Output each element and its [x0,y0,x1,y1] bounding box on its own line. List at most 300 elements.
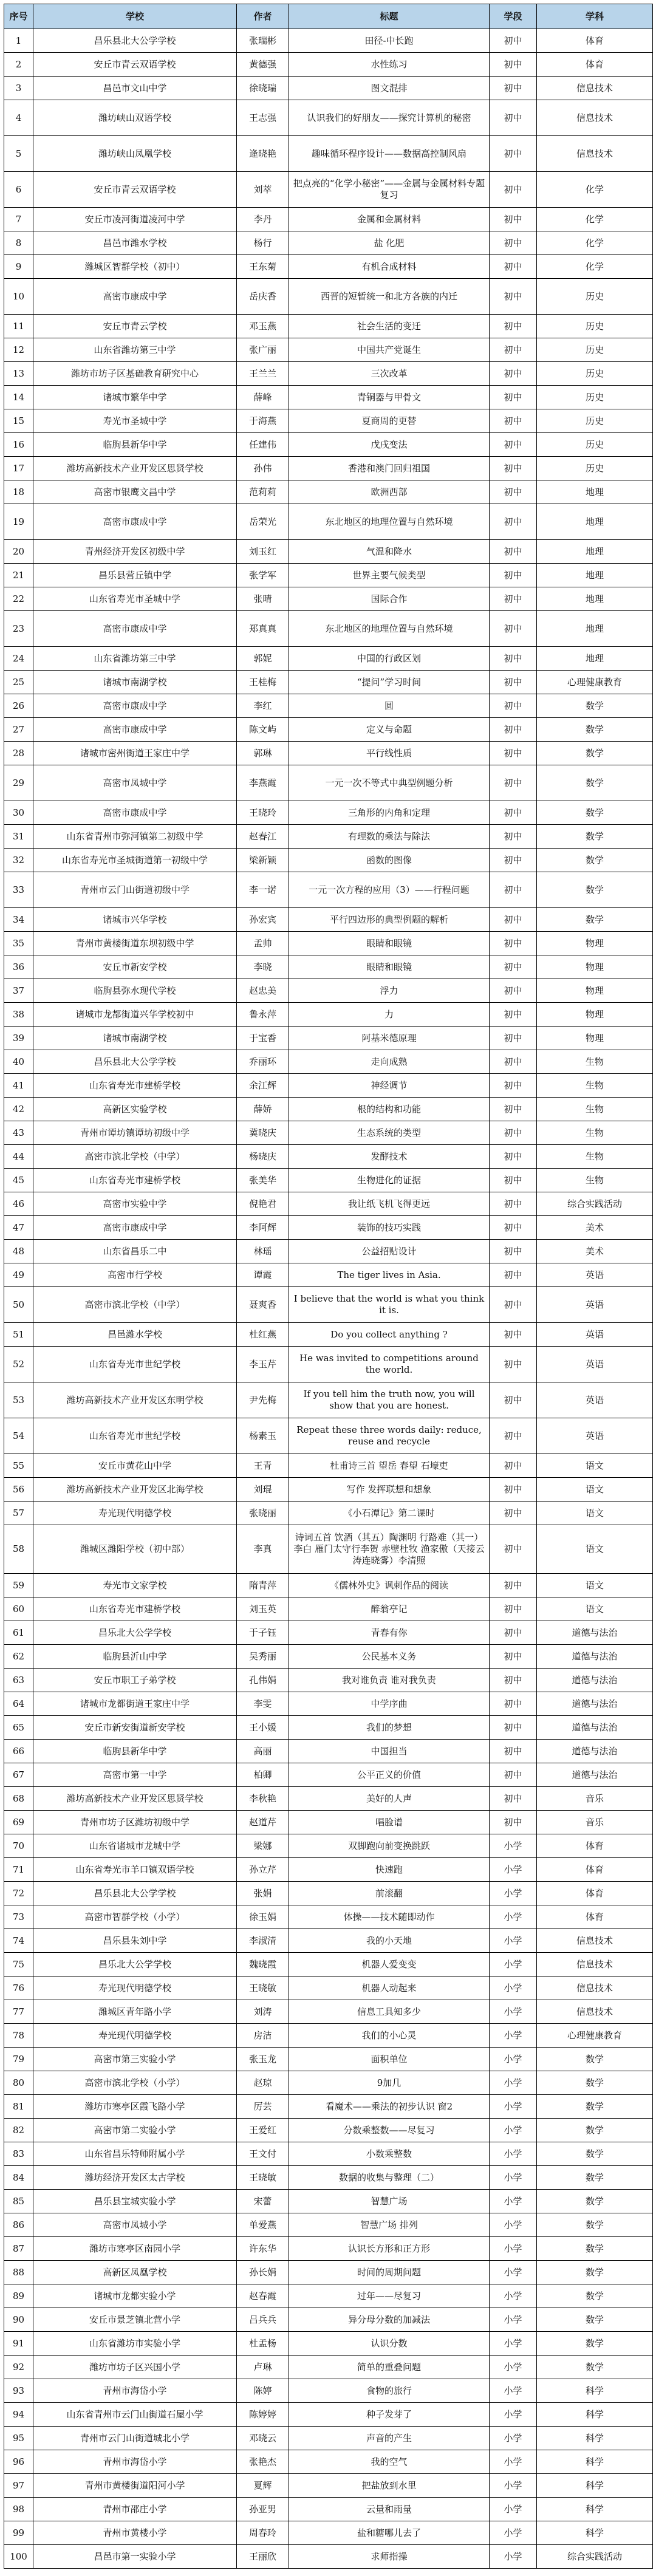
author-cell: 张广丽 [237,338,289,362]
row-number: 91 [4,2332,33,2356]
stage-cell: 初中 [490,231,537,255]
stage-cell: 初中 [490,742,537,765]
stage-cell: 初中 [490,1287,537,1323]
school-cell: 寿光现代明德学校 [33,1976,237,2000]
title-cell: 中学序曲 [289,1692,490,1716]
stage-cell: 小学 [490,2498,537,2521]
stage-cell: 小学 [490,2071,537,2095]
author-cell: 卢琳 [237,2356,289,2379]
title-cell: 求师指操 [289,2545,490,2569]
title-cell: 田径-中长跑 [289,29,490,53]
title-cell: 西晋的短暂统一和北方各族的内迁 [289,279,490,315]
title-cell: 过年——尽复习 [289,2284,490,2308]
table-row [4,1692,653,1716]
subject-cell: 信息技术 [537,136,653,172]
stage-cell: 初中 [490,1525,537,1574]
stage-cell: 小学 [490,2308,537,2332]
table-row [4,1454,653,1478]
author-cell: 陈婷 [237,2379,289,2403]
table-row [4,1574,653,1597]
author-cell: 刘萃 [237,172,289,208]
table-row [4,2332,653,2356]
title-cell: 小数乘整数 [289,2142,490,2166]
subject-cell: 地理 [537,647,653,671]
stage-cell: 初中 [490,386,537,409]
school-cell: 寿光现代明德学校 [33,1502,237,1525]
subject-cell: 物理 [537,979,653,1003]
school-cell: 山东省潍坊市实验小学 [33,2332,237,2356]
subject-cell: 英语 [537,1418,653,1454]
subject-cell: 英语 [537,1347,653,1382]
table-row [4,1418,653,1454]
school-cell: 高新区实验学校 [33,1098,237,1121]
school-cell: 山东省潍坊第三中学 [33,647,237,671]
stage-cell: 小学 [490,2048,537,2071]
table-row [4,2308,653,2332]
stage-cell: 初中 [490,53,537,77]
title-cell: 夏商周的更替 [289,409,490,433]
header-title: 标题 [289,4,490,29]
school-cell: 高密市实验中学 [33,1192,237,1216]
school-cell: 诸城市密州街道王家庄中学 [33,742,237,765]
row-number: 38 [4,1003,33,1027]
subject-cell: 体育 [537,1858,653,1882]
author-cell: 乔丽环 [237,1050,289,1074]
table-row [4,386,653,409]
author-cell: 夏辉 [237,2474,289,2498]
subject-cell: 生物 [537,1050,653,1074]
author-cell: 李淑清 [237,1929,289,1953]
subject-cell: 数学 [537,2308,653,2332]
row-number: 16 [4,433,33,457]
title-cell: 青铜器与甲骨文 [289,386,490,409]
author-cell: 刘玉英 [237,1597,289,1621]
author-cell: 李阿辉 [237,1216,289,1240]
subject-cell: 美术 [537,1240,653,1263]
table-row [4,1347,653,1382]
subject-cell: 英语 [537,1287,653,1323]
table-row [4,2356,653,2379]
subject-cell: 科学 [537,2498,653,2521]
author-cell: 于海燕 [237,409,289,433]
subject-cell: 数学 [537,2261,653,2284]
author-cell: 王兰兰 [237,362,289,386]
subject-cell: 数学 [537,908,653,932]
subject-cell: 数学 [537,694,653,718]
table-row [4,979,653,1003]
school-cell: 高新区凤凰学校 [33,2261,237,2284]
author-cell: 王青 [237,1454,289,1478]
row-number: 9 [4,255,33,279]
school-cell: 寿光现代明德学校 [33,2024,237,2048]
author-cell: 张晓丽 [237,1502,289,1525]
row-number: 15 [4,409,33,433]
author-cell: 尹先梅 [237,1382,289,1418]
table-row [4,540,653,564]
subject-cell: 心理健康教育 [537,671,653,694]
author-cell: 赵道芹 [237,1811,289,1834]
subject-cell: 语文 [537,1502,653,1525]
stage-cell: 初中 [490,694,537,718]
author-cell: 赵琼 [237,2071,289,2095]
school-cell: 昌乐县宝城实验小学 [33,2190,237,2213]
subject-cell: 道德与法治 [537,1621,653,1645]
stage-cell: 初中 [490,433,537,457]
author-cell: 陈文屿 [237,718,289,742]
table-row [4,2521,653,2545]
header-subject: 学科 [537,4,653,29]
school-cell: 潍坊市坊子区基础教育研究中心 [33,362,237,386]
stage-cell: 小学 [490,2474,537,2498]
row-number: 51 [4,1323,33,1347]
row-number: 59 [4,1574,33,1597]
author-cell: 孙伟 [237,457,289,480]
school-cell: 青州市海岱小学 [33,2379,237,2403]
row-number: 46 [4,1192,33,1216]
stage-cell: 小学 [490,1882,537,1905]
row-number: 10 [4,279,33,315]
author-cell: 林瑶 [237,1240,289,1263]
row-number: 31 [4,825,33,849]
stage-cell: 初中 [490,801,537,825]
school-cell: 诸城市繁华中学 [33,386,237,409]
subject-cell: 生物 [537,1121,653,1145]
author-cell: 魏晓霞 [237,1953,289,1976]
table-row [4,1763,653,1787]
results-table-sheet [4,4,652,2572]
school-cell: 昌乐县营丘镇中学 [33,564,237,587]
school-cell: 高密市康成中学 [33,611,237,647]
subject-cell: 物理 [537,932,653,955]
stage-cell: 初中 [490,77,537,100]
title-cell: 眼睛和眼镜 [289,955,490,979]
row-number: 66 [4,1740,33,1763]
stage-cell: 小学 [490,2521,537,2545]
row-number: 22 [4,587,33,611]
school-cell: 临朐县新华中学 [33,433,237,457]
school-cell: 安丘市青云双语学校 [33,172,237,208]
stage-cell: 初中 [490,1145,537,1169]
row-number: 44 [4,1145,33,1169]
table-row [4,1502,653,1525]
row-number: 4 [4,100,33,136]
table-row [4,480,653,504]
stage-cell: 小学 [490,2000,537,2024]
title-cell: 声音的产生 [289,2427,490,2450]
header-author: 作者 [237,4,289,29]
row-number: 52 [4,1347,33,1382]
title-cell: 时间的周期问题 [289,2261,490,2284]
stage-cell: 小学 [490,2403,537,2427]
subject-cell: 数学 [537,2071,653,2095]
row-number: 19 [4,504,33,540]
subject-cell: 数学 [537,2284,653,2308]
author-cell: 赵春霞 [237,2284,289,2308]
table-row [4,825,653,849]
table-row [4,2237,653,2261]
stage-cell: 初中 [490,480,537,504]
title-cell: 《儒林外史》讽刺作品的阅读 [289,1574,490,1597]
title-cell: 定义与命题 [289,718,490,742]
table-row [4,955,653,979]
subject-cell: 化学 [537,255,653,279]
table-row [4,53,653,77]
subject-cell: 数学 [537,825,653,849]
school-cell: 山东省青州市云门山街道石屋小学 [33,2403,237,2427]
school-cell: 昌邑市文山中学 [33,77,237,100]
subject-cell: 英语 [537,1263,653,1287]
title-cell: 根的结构和功能 [289,1098,490,1121]
title-cell: 机器人爱变变 [289,1953,490,1976]
table-row [4,1905,653,1929]
table-row [4,2142,653,2166]
stage-cell: 小学 [490,2356,537,2379]
stage-cell: 初中 [490,504,537,540]
school-cell: 高密市康成中学 [33,801,237,825]
subject-cell: 化学 [537,231,653,255]
row-number: 33 [4,872,33,908]
subject-cell: 数学 [537,2356,653,2379]
author-cell: 逄晓艳 [237,136,289,172]
title-cell: I believe that the world is what you think it is. [289,1287,490,1323]
title-cell: 中国共产党诞生 [289,338,490,362]
stage-cell: 初中 [490,409,537,433]
title-cell: 简单的重叠问题 [289,2356,490,2379]
subject-cell: 语文 [537,1597,653,1621]
school-cell: 山东省寿光市圣城街道第一初级中学 [33,849,237,872]
school-cell: 诸城市龙都街道王家庄中学 [33,1692,237,1716]
stage-cell: 初中 [490,1574,537,1597]
table-row [4,872,653,908]
row-number: 48 [4,1240,33,1263]
author-cell: 李玉芹 [237,1347,289,1382]
author-cell: 范莉莉 [237,480,289,504]
table-row [4,2474,653,2498]
table-row [4,1027,653,1050]
row-number: 92 [4,2356,33,2379]
table-row [4,1811,653,1834]
table-row [4,362,653,386]
school-cell: 潍坊高新技术产业开发区东明学校 [33,1382,237,1418]
table-row [4,1287,653,1323]
row-number: 49 [4,1263,33,1287]
title-cell: 社会生活的变迁 [289,315,490,338]
school-cell: 安丘市青云学校 [33,315,237,338]
table-row [4,1074,653,1098]
title-cell: 看魔术——乘法的初步认识 窗2 [289,2095,490,2119]
table-row [4,2000,653,2024]
author-cell: 郭琳 [237,742,289,765]
author-cell: 李晓 [237,955,289,979]
school-cell: 山东省寿光市世纪学校 [33,1347,237,1382]
row-number: 14 [4,386,33,409]
table-row [4,908,653,932]
title-cell: 公益招贴设计 [289,1240,490,1263]
row-number: 63 [4,1669,33,1692]
stage-cell: 初中 [490,136,537,172]
author-cell: 徐晓瑞 [237,77,289,100]
header-school: 学校 [33,4,237,29]
table-row [4,231,653,255]
row-number: 58 [4,1525,33,1574]
subject-cell: 信息技术 [537,77,653,100]
row-number: 62 [4,1645,33,1669]
subject-cell: 历史 [537,315,653,338]
table-row [4,1478,653,1502]
school-cell: 潍坊高新技术产业开发区思贤学校 [33,1787,237,1811]
title-cell: 欧洲西部 [289,480,490,504]
stage-cell: 小学 [490,2095,537,2119]
row-number: 100 [4,2545,33,2569]
subject-cell: 历史 [537,433,653,457]
table-row [4,765,653,801]
table-row [4,29,653,53]
row-number: 24 [4,647,33,671]
row-number: 21 [4,564,33,587]
table-row [4,1098,653,1121]
author-cell: 张艳杰 [237,2450,289,2474]
subject-cell: 英语 [537,1323,653,1347]
row-number: 80 [4,2071,33,2095]
row-number: 50 [4,1287,33,1323]
author-cell: 张瑞彬 [237,29,289,53]
subject-cell: 科学 [537,2450,653,2474]
row-number: 23 [4,611,33,647]
row-number: 57 [4,1502,33,1525]
row-number: 40 [4,1050,33,1074]
table-row [4,2071,653,2095]
title-cell: 浮力 [289,979,490,1003]
table-row [4,1216,653,1240]
school-cell: 诸城市龙都实验小学 [33,2284,237,2308]
title-cell: 快速跑 [289,1858,490,1882]
row-number: 77 [4,2000,33,2024]
subject-cell: 历史 [537,362,653,386]
author-cell: 徐玉娟 [237,1905,289,1929]
subject-cell: 科学 [537,2427,653,2450]
subject-cell: 科学 [537,2521,653,2545]
stage-cell: 小学 [490,2261,537,2284]
title-cell: 眼睛和眼镜 [289,932,490,955]
author-cell: 李真 [237,1525,289,1574]
title-cell: If you tell him the truth now, you will show that you are honest. [289,1382,490,1418]
school-cell: 青州市坊子区潍坊初级中学 [33,1811,237,1834]
stage-cell: 小学 [490,2142,537,2166]
school-cell: 潍坊峡山双语学校 [33,100,237,136]
author-cell: 张美华 [237,1169,289,1192]
school-cell: 青州市云门山街道城北小学 [33,2427,237,2450]
table-row [4,1323,653,1347]
title-cell: 唱脸谱 [289,1811,490,1834]
title-cell: 中国担当 [289,1740,490,1763]
stage-cell: 小学 [490,2379,537,2403]
title-cell: 趣味循环程序设计——数据高控制风扇 [289,136,490,172]
title-cell: 食物的旅行 [289,2379,490,2403]
table-row [4,1929,653,1953]
stage-cell: 初中 [490,1121,537,1145]
school-cell: 高密市第二实验小学 [33,2119,237,2142]
author-cell: 刘涛 [237,2000,289,2024]
subject-cell: 化学 [537,208,653,231]
title-cell: 公民基本义务 [289,1645,490,1669]
school-cell: 山东省潍坊第三中学 [33,338,237,362]
school-cell: 临朐县沂山中学 [33,1645,237,1669]
row-number: 79 [4,2048,33,2071]
table-row [4,718,653,742]
author-cell: 黄德强 [237,53,289,77]
stage-cell: 初中 [490,587,537,611]
subject-cell: 语文 [537,1478,653,1502]
author-cell: 高丽 [237,1740,289,1763]
title-cell: 我的空气 [289,2450,490,2474]
stage-cell: 小学 [490,2166,537,2190]
stage-cell: 初中 [490,718,537,742]
author-cell: 刘玉红 [237,540,289,564]
author-cell: 杜孟杨 [237,2332,289,2356]
title-cell: 装饰的技巧实践 [289,1216,490,1240]
school-cell: 潍坊高新技术产业开发区北海学校 [33,1478,237,1502]
school-cell: 高密市滨北学校（小学） [33,2071,237,2095]
stage-cell: 初中 [490,172,537,208]
table-row [4,2403,653,2427]
stage-cell: 初中 [490,1003,537,1027]
title-cell: 异分母分数的加减法 [289,2308,490,2332]
school-cell: 高密市银鹰文昌中学 [33,480,237,504]
title-cell: 我的小天地 [289,1929,490,1953]
stage-cell: 初中 [490,1645,537,1669]
author-cell: 王爱红 [237,2119,289,2142]
row-number: 74 [4,1929,33,1953]
subject-cell: 综合实践活动 [537,1192,653,1216]
school-cell: 山东省寿光市建桥学校 [33,1074,237,1098]
table-row [4,1145,653,1169]
subject-cell: 语文 [537,1454,653,1478]
author-cell: 周春玲 [237,2521,289,2545]
subject-cell: 数学 [537,2142,653,2166]
author-cell: 王晓玲 [237,801,289,825]
stage-cell: 初中 [490,255,537,279]
school-cell: 山东省寿光市羊口镇双语学校 [33,1858,237,1882]
row-number: 34 [4,908,33,932]
title-cell: 气温和降水 [289,540,490,564]
table-row [4,1669,653,1692]
title-cell: 神经调节 [289,1074,490,1098]
subject-cell: 体育 [537,1834,653,1858]
school-cell: 昌乐县朱刘中学 [33,1929,237,1953]
stage-cell: 初中 [490,457,537,480]
table-row [4,1740,653,1763]
table-row [4,2498,653,2521]
title-cell: 生态系统的类型 [289,1121,490,1145]
subject-cell: 生物 [537,1074,653,1098]
subject-cell: 英语 [537,1382,653,1418]
subject-cell: 地理 [537,587,653,611]
table-row [4,742,653,765]
row-number: 26 [4,694,33,718]
stage-cell: 初中 [490,647,537,671]
title-cell: Repeat these three words daily: reduce, reuse and recycle [289,1418,490,1454]
school-cell: 青州市黄楼小学 [33,2521,237,2545]
title-cell: 生物进化的证据 [289,1169,490,1192]
table-row [4,136,653,172]
title-cell: 分数乘整数——尽复习 [289,2119,490,2142]
table-row [4,1003,653,1027]
subject-cell: 地理 [537,564,653,587]
table-row [4,2119,653,2142]
title-cell: 盐 化肥 [289,231,490,255]
school-cell: 安丘市景芝镇北营小学 [33,2308,237,2332]
title-cell: 东北地区的地理位置与自然环境 [289,611,490,647]
